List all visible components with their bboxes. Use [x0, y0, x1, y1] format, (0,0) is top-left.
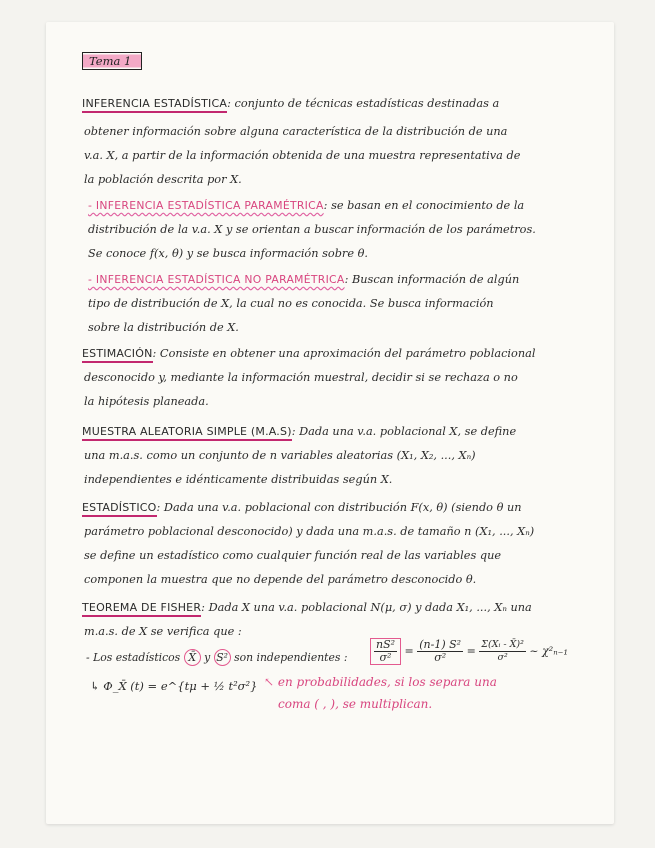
- parametrica-line-3: Se conoce f(x, θ) y se busca información sobre θ.: [88, 247, 368, 260]
- parametrica-heading: - INFERENCIA ESTADÍSTICA PARAMÉTRICA: [88, 199, 324, 212]
- pink-note-line-2: coma ( , ), se multiplican.: [278, 697, 433, 711]
- inferencia-heading: INFERENCIA ESTADÍSTICA: [82, 97, 227, 113]
- inferencia-line-2: obtener información sobre alguna característica de la distribución de una: [84, 125, 508, 138]
- mas-line-2: una m.a.s. como un conjunto de n variables aleatorias (X₁, X₂, ..., Xₙ): [84, 449, 476, 462]
- xbar-circled: X̄: [184, 649, 201, 666]
- boxed-fraction: $\frac{\text{nS²}}{\text{σ²}}$: [370, 638, 401, 665]
- inferencia-line-3: v.a. X, a partir de la información obtenida de una muestra representativa de: [84, 149, 521, 162]
- estimacion-line-2: desconocido y, mediante la información muestral, decidir si se rechaza o no: [84, 371, 518, 384]
- parametrica-line-1: - INFERENCIA ESTADÍSTICA PARAMÉTRICA: se basan en el conocimiento de la: [88, 199, 525, 212]
- parametrica-line-2: distribución de la v.a. X y se orientan a buscar información de los parámetros.: [88, 223, 536, 236]
- inferencia-line-4: la población descrita por X.: [84, 173, 242, 186]
- fisher-line-3: - Los estadísticos X̄ y S² son independientes :: [86, 651, 348, 664]
- estimacion-heading: ESTIMACIÓN: [82, 347, 153, 363]
- mas-line-1: MUESTRA ALEATORIA SIMPLE (M.A.S): Dada una v.a. poblacional X, se define: [82, 420, 516, 444]
- estadistico-line-1: ESTADÍSTICO: Dada una v.a. poblacional con distribución F(x, θ) (siendo θ un: [82, 496, 522, 520]
- curved-arrow-icon: ↖: [264, 675, 278, 689]
- no-parametrica-line-1: - INFERENCIA ESTADÍSTICA NO PARAMÉTRICA: Buscan información de algún: [88, 273, 520, 286]
- fisher-line-2: m.a.s. de X se verifica que :: [84, 625, 242, 638]
- estadistico-line-3: se define un estadístico como cualquier función real de las variables que: [84, 549, 502, 562]
- no-parametrica-line-2: tipo de distribución de X, la cual no es conocida. Se busca información: [88, 297, 494, 310]
- fisher-heading: TEOREMA DE FISHER: [82, 601, 201, 617]
- topic-tag: Tema 1: [82, 52, 142, 70]
- mas-line-3: independientes e idénticamente distribuidas según X.: [84, 473, 393, 486]
- inferencia-line-1: INFERENCIA ESTADÍSTICA: conjunto de técnicas estadísticas destinadas a: [82, 92, 499, 116]
- estadistico-line-4: componen la muestra que no depende del parámetro desconocido θ.: [84, 573, 477, 586]
- estadistico-heading: ESTADÍSTICO: [82, 501, 157, 517]
- estimacion-line-3: la hipótesis planeada.: [84, 395, 209, 408]
- phi-formula: ↳ Φ_X̄ (t) = e^{tμ + ½ t²σ²}: [90, 679, 258, 693]
- mas-heading: MUESTRA ALEATORIA SIMPLE (M.A.S): [82, 425, 292, 441]
- estimacion-line-1: ESTIMACIÓN: Consiste en obtener una aproximación del parámetro poblacional: [82, 342, 535, 366]
- pink-note-line-1: ↖ en probabilidades, si los separa una: [264, 675, 497, 689]
- s2-circled: S²: [214, 649, 231, 666]
- fisher-line-1: TEOREMA DE FISHER: Dada X una v.a. poblacional N(μ, σ) y dada X₁, ..., Xₙ una: [82, 596, 532, 620]
- notebook-page: [46, 22, 614, 824]
- fisher-formula: $\frac{\text{nS²}}{\text{σ²}}$ = $\frac{\text{(n-1) S²}}{\text{σ²}}$ = $\frac{\text{Σ(Xᵢ - X̄)²}}{\text{σ²}}$ ~ χ²ₙ₋₁: [370, 638, 568, 665]
- no-parametrica-heading: - INFERENCIA ESTADÍSTICA NO PARAMÉTRICA: [88, 273, 345, 286]
- no-parametrica-line-3: sobre la distribución de X.: [88, 321, 239, 334]
- estadistico-line-2: parámetro poblacional desconocido) y dada una m.a.s. de tamaño n (X₁, ..., Xₙ): [84, 525, 535, 538]
